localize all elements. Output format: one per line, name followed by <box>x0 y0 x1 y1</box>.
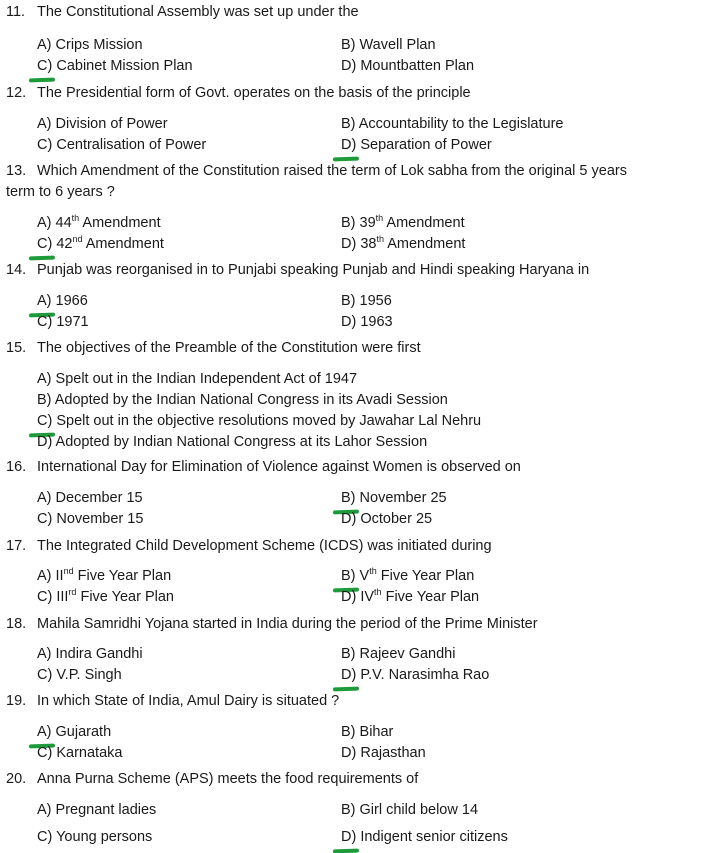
option-text: Centralisation of Power <box>56 137 207 153</box>
option-letter <box>37 135 52 156</box>
option-text-suffix: Amendment <box>384 236 466 252</box>
option-b[interactable] <box>341 644 455 665</box>
option-letter <box>341 743 356 764</box>
option-b[interactable] <box>341 35 436 56</box>
option-text-suffix: Amendment <box>383 215 465 231</box>
question-text: The Constitutional Assembly was set up under the <box>37 4 359 20</box>
question-text: Mahila Samridhi Yojana started in India during the period of the Prime Minister <box>37 616 538 632</box>
option-d[interactable] <box>37 432 427 453</box>
question-stem <box>6 161 646 203</box>
option-c[interactable] <box>37 665 122 686</box>
option-a[interactable] <box>37 213 161 234</box>
option-text: IV <box>360 589 375 605</box>
option-text: Spelt out in the Indian Independent Act of 1947 <box>55 371 358 387</box>
ordinal-suffix: nd <box>63 566 74 576</box>
question-number: 16. <box>6 459 27 475</box>
option-text: Mountbatten Plan <box>360 58 475 74</box>
option-letter <box>37 488 52 509</box>
option-c[interactable] <box>37 312 89 333</box>
option-letter-text: D) <box>341 137 357 153</box>
option-letter-text: B) <box>341 116 356 132</box>
question-number: 11. <box>6 4 26 20</box>
option-b[interactable] <box>341 722 393 743</box>
option-c[interactable] <box>37 234 164 255</box>
question-text: The objectives of the Preamble of the Constitution were first <box>37 340 421 356</box>
option-text: Wavell Plan <box>359 37 436 53</box>
option-letter <box>341 35 356 56</box>
option-text: Spelt out in the objective resolutions moved by Jawahar Lal Nehru <box>56 413 482 429</box>
option-text-suffix: Five Year Plan <box>76 589 174 605</box>
ordinal-suffix: th <box>369 566 377 576</box>
option-letter-text: D) <box>37 434 53 450</box>
option-letter <box>37 722 52 743</box>
question-stem <box>6 338 646 359</box>
option-letter <box>37 234 52 255</box>
option-text: Rajeev Gandhi <box>359 646 456 662</box>
option-text: Division of Power <box>55 116 168 132</box>
option-letter <box>37 432 52 453</box>
option-letter-text: B) <box>341 802 356 818</box>
option-text-suffix: Amendment <box>82 236 164 252</box>
question-stem <box>6 691 646 712</box>
option-c[interactable] <box>37 587 174 608</box>
option-letter-text: D) <box>341 236 357 252</box>
option-d[interactable] <box>341 665 489 686</box>
option-c[interactable] <box>37 56 193 77</box>
option-c[interactable] <box>37 743 122 764</box>
option-text: Rajasthan <box>360 745 426 761</box>
option-text: 1956 <box>359 293 392 309</box>
ordinal-suffix: th <box>376 234 384 244</box>
option-d[interactable] <box>341 743 426 764</box>
option-a[interactable] <box>37 644 143 665</box>
option-text: II <box>55 568 64 584</box>
option-letter-text: A) <box>37 568 52 584</box>
question-stem <box>6 614 646 635</box>
option-letter <box>37 566 52 587</box>
question-stem <box>6 769 646 790</box>
option-text-suffix: Five Year Plan <box>376 568 475 584</box>
option-a[interactable] <box>37 800 156 821</box>
option-text: Adopted by the Indian National Congress in its Avadi Session <box>54 392 448 408</box>
option-letter <box>341 213 356 234</box>
ordinal-suffix: rd <box>68 587 77 597</box>
option-letter-text: A) <box>37 724 52 740</box>
option-text: 1971 <box>56 314 89 330</box>
option-text-suffix: Amendment <box>79 215 161 231</box>
option-d[interactable] <box>341 312 393 333</box>
option-letter <box>37 743 52 764</box>
option-letter-text: B) <box>341 646 356 662</box>
question-text: In which State of India, Amul Dairy is situated ? <box>37 693 340 709</box>
option-text: V <box>359 568 370 584</box>
option-text: Young persons <box>56 829 153 845</box>
option-letter-text: A) <box>37 116 52 132</box>
question-stem <box>6 260 646 281</box>
option-letter <box>341 644 356 665</box>
option-d[interactable] <box>341 234 465 255</box>
option-letter-text: B) <box>341 490 356 506</box>
option-letter-text: D) <box>341 745 357 761</box>
option-letter <box>37 35 52 56</box>
option-letter-text: A) <box>37 802 52 818</box>
option-letter-text: A) <box>37 371 52 387</box>
option-b[interactable] <box>341 213 465 234</box>
option-b[interactable] <box>37 390 448 411</box>
option-c[interactable] <box>37 827 152 848</box>
option-text: Karnataka <box>56 745 123 761</box>
option-letter <box>341 566 356 587</box>
question-number: 18. <box>6 616 27 632</box>
option-a[interactable] <box>37 369 357 390</box>
option-letter-text: D) <box>341 314 357 330</box>
option-letter-text: A) <box>37 490 52 506</box>
option-letter <box>341 291 356 312</box>
option-letter-text: C) <box>37 745 53 761</box>
ordinal-suffix: th <box>375 213 384 223</box>
option-text-suffix: Five Year Plan <box>381 589 480 605</box>
option-letter <box>341 114 356 135</box>
question-stem <box>6 457 646 478</box>
option-text: November 15 <box>56 511 144 527</box>
question-text: Punjab was reorganised in to Punjabi speaking Punjab and Hindi speaking Haryana in <box>37 262 590 278</box>
option-a[interactable] <box>37 114 168 135</box>
option-letter-text: B) <box>341 293 356 309</box>
option-letter <box>341 587 356 608</box>
option-letter-text: B) <box>341 37 356 53</box>
option-a[interactable] <box>37 488 143 509</box>
ordinal-suffix: th <box>374 587 382 597</box>
question-stem <box>6 2 646 23</box>
option-letter-text: C) <box>37 58 53 74</box>
option-b[interactable] <box>341 488 447 509</box>
option-letter <box>341 312 356 333</box>
option-b[interactable] <box>341 114 563 135</box>
option-letter <box>341 488 356 509</box>
option-letter-text: B) <box>341 568 356 584</box>
option-letter-text: C) <box>37 314 53 330</box>
option-letter-text: C) <box>37 413 53 429</box>
option-letter-text: A) <box>37 646 52 662</box>
option-letter-text: C) <box>37 511 53 527</box>
option-letter-text: D) <box>341 667 357 683</box>
question-stem <box>6 83 646 104</box>
option-a[interactable] <box>37 722 111 743</box>
option-letter <box>341 135 356 156</box>
option-text: Adopted by Indian National Congress at its Lahor Session <box>55 434 428 450</box>
option-letter-text: B) <box>341 215 356 231</box>
question-number: 20. <box>6 771 27 787</box>
question-number: 19. <box>6 693 27 709</box>
option-text: December 15 <box>55 490 143 506</box>
option-letter <box>341 827 356 848</box>
question-text: The Integrated Child Development Scheme (ICDS) was initiated during <box>37 538 492 554</box>
option-d[interactable] <box>341 135 492 156</box>
option-letter-text: D) <box>341 589 357 605</box>
option-letter <box>37 411 52 432</box>
option-a[interactable] <box>37 35 143 56</box>
question-number: 15. <box>6 340 27 356</box>
option-c[interactable] <box>37 509 143 530</box>
option-letter-text: B) <box>341 724 356 740</box>
option-letter-text: D) <box>341 58 357 74</box>
option-letter <box>37 665 52 686</box>
option-text: Bihar <box>359 724 394 740</box>
option-letter-text: C) <box>37 667 53 683</box>
option-letter-text: D) <box>341 829 357 845</box>
question-stem <box>6 536 646 557</box>
option-text: 44 <box>55 215 72 231</box>
option-letter <box>341 234 356 255</box>
option-letter-text: B) <box>37 392 52 408</box>
answer-underline-mark <box>29 78 55 83</box>
option-text: Separation of Power <box>360 137 492 153</box>
option-letter <box>37 291 52 312</box>
option-letter-text: A) <box>37 293 52 309</box>
question-number: 14. <box>6 262 27 278</box>
option-text: V.P. Singh <box>56 667 122 683</box>
option-text: Gujarath <box>55 724 112 740</box>
option-text: 39 <box>359 215 376 231</box>
option-b[interactable] <box>341 566 474 587</box>
question-number: 13. <box>6 163 27 179</box>
option-text: 1966 <box>55 293 88 309</box>
option-text: 42 <box>56 236 73 252</box>
option-letter <box>37 509 52 530</box>
option-text: 38 <box>360 236 377 252</box>
option-letter-text: C) <box>37 137 53 153</box>
ordinal-suffix: th <box>71 213 80 223</box>
question-text: Anna Purna Scheme (APS) meets the food requirements of <box>37 771 419 787</box>
option-letter-text: D) <box>341 511 357 527</box>
question-text: International Day for Elimination of Violence against Women is observed on <box>37 459 521 475</box>
option-d[interactable] <box>341 827 508 848</box>
answer-underline-mark <box>333 849 359 853</box>
option-letter <box>341 722 356 743</box>
question-number: 12. <box>6 85 27 101</box>
option-text: Girl child below 14 <box>359 802 479 818</box>
option-d[interactable] <box>341 509 432 530</box>
option-letter-text: A) <box>37 37 52 53</box>
option-letter <box>37 369 52 390</box>
option-text: Cabinet Mission Plan <box>56 58 193 74</box>
option-letter <box>37 644 52 665</box>
option-c[interactable] <box>37 135 206 156</box>
option-letter <box>341 56 356 77</box>
option-a[interactable] <box>37 566 171 587</box>
option-letter <box>37 800 52 821</box>
option-letter-text: A) <box>37 215 52 231</box>
question-number: 17. <box>6 538 27 554</box>
option-text: Crips Mission <box>55 37 143 53</box>
option-text: Indigent senior citizens <box>360 829 508 845</box>
question-text: Which Amendment of the Constitution raised the term of Lok sabha from the original 5 years term to 6 years ? <box>6 163 627 200</box>
option-letter <box>37 827 52 848</box>
option-text: P.V. Narasimha Rao <box>360 667 490 683</box>
question-text: The Presidential form of Govt. operates on the basis of the principle <box>37 85 471 101</box>
option-letter <box>37 587 52 608</box>
option-text: October 25 <box>360 511 433 527</box>
option-letter <box>37 390 52 411</box>
ordinal-suffix: nd <box>72 234 83 244</box>
option-text: 1963 <box>360 314 393 330</box>
option-d[interactable] <box>341 56 474 77</box>
option-letter <box>341 509 356 530</box>
option-b[interactable] <box>341 800 478 821</box>
option-letter <box>37 312 52 333</box>
option-text: III <box>56 589 69 605</box>
option-letter <box>37 213 52 234</box>
option-a[interactable] <box>37 291 88 312</box>
option-letter <box>37 56 52 77</box>
option-letter-text: C) <box>37 829 53 845</box>
option-c[interactable] <box>37 411 481 432</box>
option-letter <box>341 800 356 821</box>
option-letter <box>37 114 52 135</box>
option-letter-text: C) <box>37 236 53 252</box>
option-letter-text: C) <box>37 589 53 605</box>
option-text: Pregnant ladies <box>55 802 157 818</box>
option-text: Accountability to the Legislature <box>358 116 564 132</box>
option-text-suffix: Five Year Plan <box>73 568 172 584</box>
option-d[interactable] <box>341 587 479 608</box>
option-letter <box>341 665 356 686</box>
option-text: Indira Gandhi <box>55 646 143 662</box>
option-text: November 25 <box>359 490 447 506</box>
option-b[interactable] <box>341 291 392 312</box>
